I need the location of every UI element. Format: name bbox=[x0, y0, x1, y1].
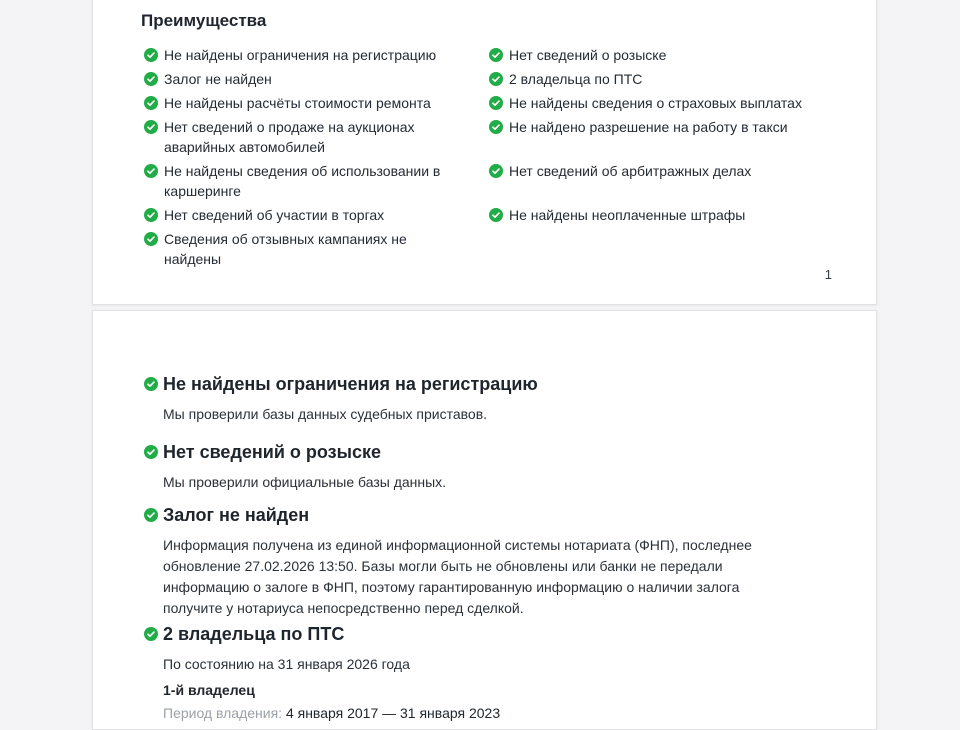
advantage-item bbox=[144, 161, 489, 201]
section-body: Мы проверили официальные базы данных. bbox=[163, 474, 447, 490]
check-icon bbox=[144, 445, 158, 459]
advantage-item-label: Не найдено разрешение на работу в такси bbox=[509, 119, 788, 135]
check-icon bbox=[489, 48, 503, 62]
check-icon bbox=[489, 96, 503, 110]
owner-info bbox=[163, 680, 821, 724]
section-body: Информация получена из единой информационной системы нотариата (ФНП), последнее обновление 27.02.2026 13:50. Базы могли быть не обновлены или банки не передали информацию о залоге в ФНП, поэтому гарантированную информацию о наличии залога получите у нотариуса непосредственно перед сделкой. bbox=[163, 537, 752, 616]
advantage-item-label: Нет сведений об арбитражных делах bbox=[509, 163, 752, 179]
advantage-item bbox=[489, 93, 832, 113]
section-title: 2 владельца по ПТС bbox=[163, 624, 345, 644]
ownership-period bbox=[163, 703, 821, 724]
advantage-item bbox=[144, 117, 489, 157]
check-icon bbox=[144, 208, 158, 222]
advantage-item bbox=[144, 45, 489, 65]
advantage-item-label: Не найдены сведения об использовании в каршеринге bbox=[164, 163, 441, 199]
advantage-item-label: 2 владельца по ПТС bbox=[509, 71, 643, 87]
check-icon bbox=[489, 208, 503, 222]
ownership-period-label: Период владения: bbox=[163, 705, 283, 721]
page-number: 1 bbox=[824, 267, 832, 282]
advantage-item-label: Нет сведений о розыске bbox=[509, 47, 667, 63]
advantage-item-label: Нет сведений об участии в торгах bbox=[164, 207, 385, 223]
section-body: По состоянию на 31 января 2026 года bbox=[163, 656, 410, 672]
advantage-item bbox=[144, 93, 489, 113]
check-icon bbox=[489, 72, 503, 86]
check-icon bbox=[144, 627, 158, 641]
check-icon bbox=[489, 164, 503, 178]
check-icon bbox=[144, 232, 158, 246]
advantages-row bbox=[144, 69, 832, 89]
advantage-item bbox=[489, 69, 832, 89]
section-pledge bbox=[163, 503, 821, 619]
check-icon bbox=[144, 96, 158, 110]
advantages-row bbox=[144, 229, 832, 269]
advantages-row bbox=[144, 117, 832, 157]
advantages-list bbox=[144, 45, 832, 273]
ownership-period-value: 4 января 2017 — 31 января 2023 bbox=[285, 705, 501, 721]
check-icon bbox=[144, 508, 158, 522]
section-title: Не найдены ограничения на регистрацию bbox=[163, 374, 538, 394]
advantage-item bbox=[144, 69, 489, 89]
advantage-item-label: Сведения об отзывных кампаниях не найдены bbox=[164, 231, 407, 267]
check-icon bbox=[144, 377, 158, 391]
section-body: Мы проверили базы данных судебных приставов. bbox=[163, 406, 488, 422]
advantage-item bbox=[489, 45, 832, 65]
page-title: Преимущества bbox=[141, 11, 267, 30]
report-page-advantages bbox=[92, 0, 877, 305]
advantage-item-label: Не найдены неоплаченные штрафы bbox=[509, 207, 746, 223]
section-title: Залог не найден bbox=[163, 505, 310, 525]
advantage-item bbox=[489, 161, 832, 201]
advantages-row bbox=[144, 205, 832, 225]
advantage-item-label: Залог не найден bbox=[164, 71, 272, 87]
advantage-item bbox=[144, 229, 489, 269]
advantage-item-label: Не найдены сведения о страховых выплатах bbox=[509, 95, 802, 111]
check-icon bbox=[144, 48, 158, 62]
advantages-row bbox=[144, 161, 832, 201]
advantage-item-label: Нет сведений о продаже на аукционах аварийных автомобилей bbox=[164, 119, 415, 155]
advantage-item bbox=[144, 205, 489, 225]
check-icon bbox=[144, 72, 158, 86]
section-title: Нет сведений о розыске bbox=[163, 442, 381, 462]
advantages-row bbox=[144, 45, 832, 65]
check-icon bbox=[144, 120, 158, 134]
owner-label: 1-й владелец bbox=[163, 682, 255, 698]
advantage-item bbox=[489, 117, 832, 157]
section-registration-limits bbox=[163, 372, 821, 425]
advantages-row bbox=[144, 93, 832, 113]
report-page-details bbox=[92, 310, 877, 730]
advantage-item-label: Не найдены ограничения на регистрацию bbox=[164, 47, 437, 63]
section-wanted-status bbox=[163, 440, 821, 493]
check-icon bbox=[489, 120, 503, 134]
advantage-item bbox=[489, 205, 832, 225]
section-owners bbox=[163, 622, 821, 675]
check-icon bbox=[144, 164, 158, 178]
advantage-item-label: Не найдены расчёты стоимости ремонта bbox=[164, 95, 431, 111]
